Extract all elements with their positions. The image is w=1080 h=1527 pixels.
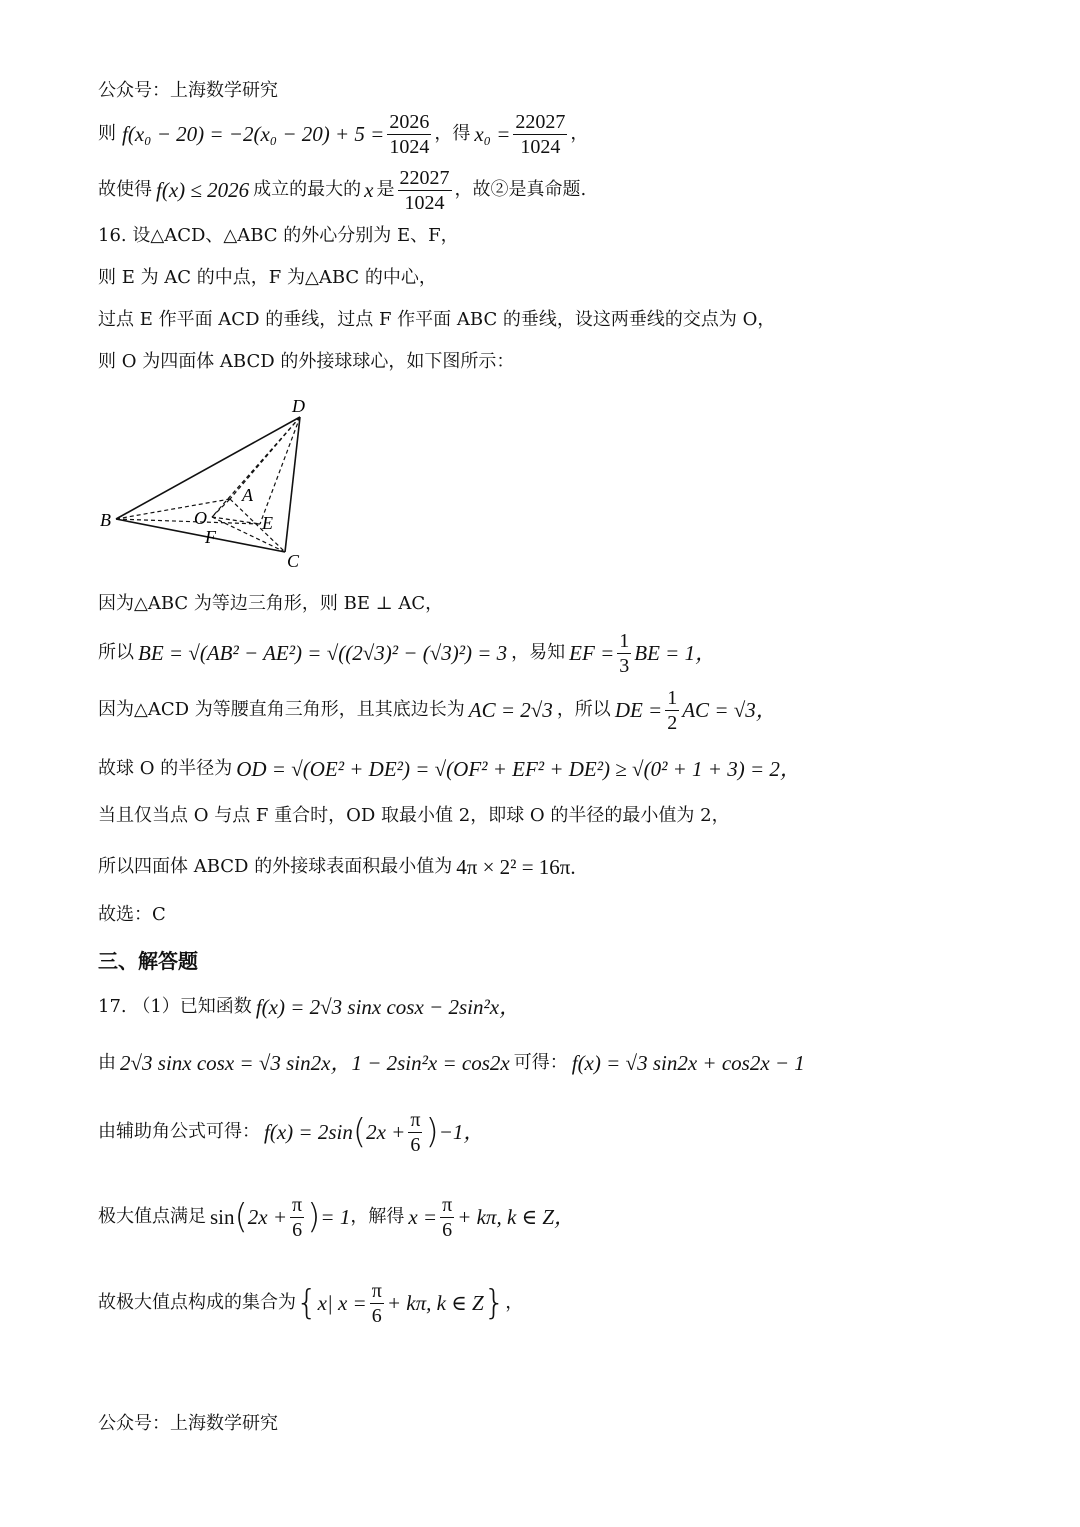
math-expression: 2x + — [247, 1205, 288, 1229]
math-expression: x = — [408, 1205, 438, 1229]
math-expression: 2x + — [366, 1120, 406, 1144]
fraction-denominator: 1024 — [404, 191, 445, 214]
fraction-numerator: 22027 — [515, 110, 566, 133]
math-expression: f(x) = 2sin — [264, 1120, 353, 1144]
left-paren: ( — [352, 1112, 367, 1152]
q16-line-2: 则 E 为 AC 的中点，F 为△ABC 的中心， — [98, 267, 437, 288]
math-expression: OD = √(OE² + DE²) = √(OF² + EF² + DE²) ≥ √(0² + 1 + 3) = 2， — [236, 757, 801, 781]
solution-line-2 — [98, 162, 586, 218]
fraction-denominator: 6 — [371, 1304, 382, 1327]
math-expression: f(x) = √3 sin2x + cos2x − 1 — [571, 1051, 805, 1075]
fraction — [617, 629, 631, 678]
right-paren: ) — [307, 1197, 321, 1237]
q17-line-5 — [98, 1275, 523, 1331]
q17-line-2 — [98, 1048, 805, 1078]
label-B: B — [100, 510, 111, 530]
text: 由 — [98, 1052, 116, 1073]
q17-line-1 — [98, 992, 520, 1022]
text: 是 — [376, 179, 395, 200]
fraction — [370, 1279, 384, 1328]
math-expression: AC = 2√3 — [468, 698, 553, 722]
text: 极大值点满足 — [98, 1206, 206, 1227]
fraction-denominator: 6 — [442, 1218, 453, 1241]
q16-line-1: 16. 设△ACD、△ABC 的外心分别为 E、F， — [98, 225, 459, 246]
math-expression: sin — [210, 1205, 235, 1229]
fraction — [440, 1193, 454, 1242]
q17-line-3 — [98, 1104, 484, 1160]
fraction-denominator: 6 — [410, 1133, 421, 1156]
text: 故极大值点构成的集合为 — [98, 1292, 296, 1313]
fraction-numerator: 1 — [619, 629, 630, 652]
text: 故使得 — [98, 179, 152, 200]
fraction — [408, 1108, 422, 1157]
label-E: E — [262, 513, 273, 533]
fraction-denominator: 1024 — [389, 135, 430, 158]
label-O: O — [194, 508, 207, 528]
math-expression: = 1 — [320, 1205, 351, 1229]
text: ，得 — [434, 123, 471, 144]
q16-line-5: 因为△ABC 为等边三角形，则 BE ⊥ AC， — [98, 593, 444, 614]
fraction-numerator: 1 — [667, 686, 678, 709]
q16-line-4: 则 O 为四面体 ABCD 的外接球球心，如下图所示： — [98, 351, 515, 372]
fraction-denominator: 2 — [667, 711, 678, 734]
fraction — [398, 166, 452, 215]
label-C: C — [287, 551, 300, 571]
fraction-denominator: 3 — [619, 654, 630, 677]
math-expression: BE = 1， — [634, 641, 717, 665]
math-variable: x — [364, 178, 374, 202]
q16-line-6 — [98, 627, 716, 679]
text: 可得： — [513, 1052, 568, 1073]
fraction — [513, 110, 567, 159]
text: ，所以 — [556, 699, 611, 720]
edge-AC — [230, 499, 285, 552]
math-expression: BE = √(AB² − AE²) = √((2√3)² − (√3)²) = 3 — [138, 641, 508, 665]
text: 故球 O 的半径为 — [98, 758, 233, 779]
section-title: 三、解答题 — [98, 949, 198, 973]
text: ，解得 — [350, 1206, 405, 1227]
text: 因为△ACD 为等腰直角三角形，且其底边长为 — [98, 699, 465, 720]
segment-DF — [212, 417, 300, 517]
math-expression: f(x) ≤ 2026 — [156, 178, 250, 202]
q16-line-9: 当且仅当点 O 与点 F 重合时，OD 取最小值 2，即球 O 的半径的最小值为 2， — [98, 805, 730, 826]
footer-watermark: 公众号：上海数学研究 — [98, 1413, 278, 1434]
math-expression: f(x₀ − 20) = −2(x₀ − 20) + 5 = — [122, 122, 385, 146]
right-brace: } — [483, 1283, 506, 1323]
text: 成立的最大的 — [253, 179, 362, 200]
math-expression: 2√3 sinx cosx = √3 sin2x，1 − 2sin²x = cos2x — [120, 1051, 510, 1075]
text: ， — [570, 123, 589, 144]
label-D: D — [292, 396, 305, 416]
text: ，易知 — [511, 642, 566, 663]
tetrahedron-figure — [90, 390, 330, 575]
fraction-numerator: π — [371, 1279, 382, 1302]
q16-line-3: 过点 E 作平面 ACD 的垂线，过点 F 作平面 ABC 的垂线，设这两垂线的交点为 O， — [98, 309, 776, 330]
fraction-numerator: 2026 — [389, 110, 430, 133]
fraction-numerator: π — [410, 1108, 421, 1131]
fraction-denominator: 1024 — [520, 135, 561, 158]
left-brace: { — [296, 1283, 318, 1323]
fraction — [665, 686, 679, 735]
left-paren: ( — [234, 1197, 248, 1237]
math-expression: −1， — [438, 1120, 485, 1144]
text: 由辅助角公式可得： — [98, 1121, 260, 1142]
q17-line-4 — [98, 1189, 575, 1245]
q16-line-7 — [98, 684, 777, 736]
fraction-numerator: π — [442, 1193, 453, 1216]
math-expression: x₀ = — [474, 122, 511, 146]
fraction-numerator: 22027 — [399, 166, 450, 189]
right-paren: ) — [425, 1112, 439, 1152]
text: 17. （1）已知函数 — [98, 996, 252, 1017]
q16-answer: 故选：C — [98, 904, 166, 925]
text: 所以四面体 ABCD 的外接球表面积最小值为 — [98, 856, 453, 877]
text: 所以 — [98, 642, 134, 663]
header-watermark: 公众号：上海数学研究 — [98, 80, 278, 101]
math-expression: f(x) = 2√3 sinx cosx − 2sin²x， — [255, 995, 521, 1019]
math-expression: 4π × 2² = 16π. — [456, 855, 576, 879]
label-A: A — [242, 485, 253, 505]
math-expression: x| x = — [317, 1291, 367, 1315]
q16-line-10 — [98, 852, 576, 882]
math-expression: EF = — [569, 641, 615, 665]
fraction — [387, 110, 431, 159]
math-expression: + kπ, k ∈ Z — [386, 1291, 484, 1315]
text: ，故②是真命题. — [454, 179, 587, 200]
math-expression: AC = √3， — [682, 698, 777, 722]
math-expression: DE = — [614, 698, 663, 722]
math-expression: + kπ, k ∈ Z， — [457, 1205, 575, 1229]
fraction-denominator: 6 — [292, 1218, 303, 1241]
label-F: F — [205, 527, 216, 547]
solution-line-1 — [98, 106, 588, 162]
q16-line-8 — [98, 754, 801, 784]
edge-BD — [116, 417, 300, 519]
text: 则 — [98, 123, 116, 144]
text: ， — [505, 1292, 524, 1313]
fraction — [290, 1193, 304, 1242]
fraction-numerator: π — [292, 1193, 303, 1216]
